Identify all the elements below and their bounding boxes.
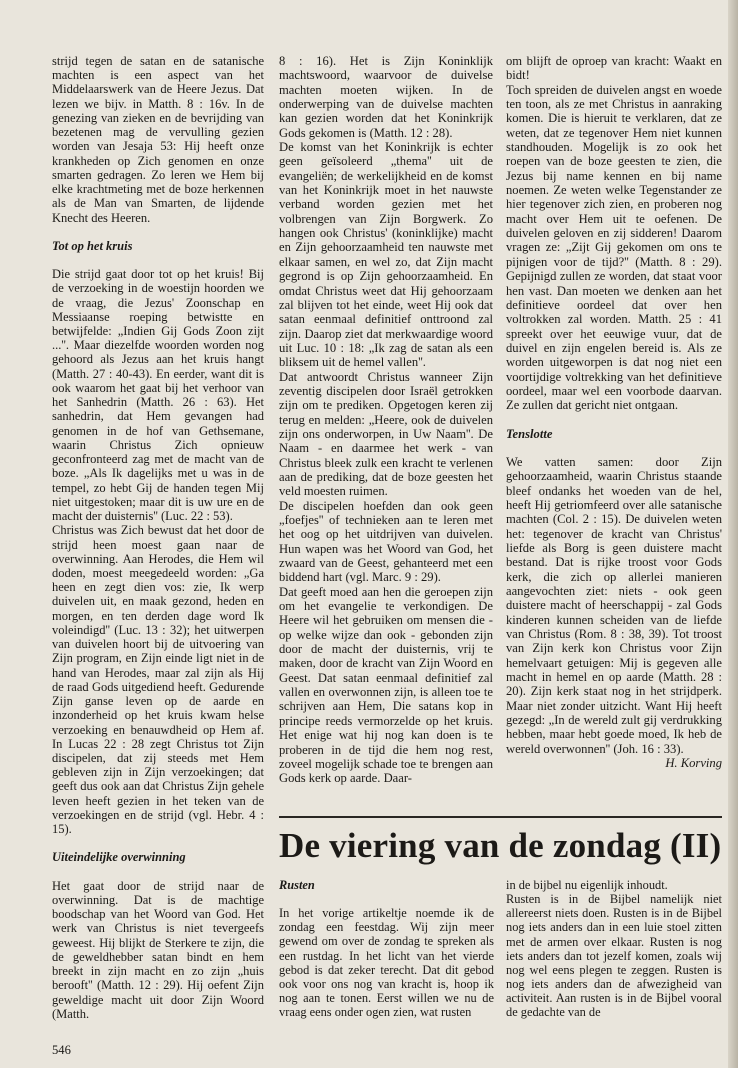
paragraph: De discipelen hoefden dan ook geen „foefjes'' of technieken aan te leren met het oog op het uitdrijven van duivelen. Hun wapen was het Woord van God, het zwaard van de Geest, gehanteerd met een biddend hart (vgl. Marc. 9 : 29). — [279, 498, 493, 585]
paragraph: In het vorige artikeltje noemde ik de zondag een feestdag. Wij zijn meer gewend om over de zondag te spreken als een rustdag. In het licht van het vierde gebod is dat zeker terecht. Dat dit gebod ook voor ons nog van kracht is, hoop ik nog aan te tonen. Eerst willen we nu de vraag eens onder ogen zien, wat rusten — [279, 906, 494, 1019]
paragraph: Toch spreiden de duivelen angst en woede ten toon, als ze met Christus in aanraking komen. Die is hieruit te verklaren, dat ze weten, dat ze tegenover Hem niet kunnen standhouden. Mogelijk is zo ook het roepen van de boze geesten te zien, die Jezus bij name kennen en bij name noemen. Ze weten welke Tegenstander ze hier tegenover zich zien, en proberen nog macht over Hem uit te oefenen. De duivelen geloven en zij sidderen! Daarom vragen ze: „Zijt Gij gekomen om ons te pijnigen voor de tijd?'' (Matth. 8 : 29). Gepijnigd zullen ze worden, dat staat voor hen vast. Dan moeten we denken aan het definitieve oordeel dat over hen voltrokken zal worden. Matth. 25 : 41 spreekt over het eeuwige vuur, dat de duivel en zijn engelen bereid is. Als ze worden uitgeworpen is dat nog niet een voortijdige voltrekking van het definitieve oordeel, maar wel een voorbode daarvan. Ze zullen dat gericht niet ontgaan. — [506, 82, 722, 413]
paragraph: om blijft de oproep van kracht: Waakt en bidt! — [506, 54, 722, 83]
column-1 — [52, 54, 264, 1021]
paragraph: Christus was Zich bewust dat het door de strijd heen moest gaan naar de overwinning. Aan Herodes, die Hem wil doden, moest meegedeeld worden: „Ga heen en zegt dien vos: zie, Ik werp duivelen uit, en maak gezond, heden en morgen, en ten derden dage word Ik voleindigd'' (Luc. 13 : 32); het uitwerpen van duivelen hoort bij de uitvoering van Zijn program, en Zijn einde ligt niet in de hand van Herodes, maar zal zijn als Hij de raad Gods uitgediend heeft. Gedurende Zijn ganse leven op de aarde en inzonderheid op het kruis kwam helse verzoeking en benauwdheid op Hem af. In Lucas 22 : 28 zegt Christus tot Zijn discipelen, dat zij steeds met Hem gebleven zijn in Zijn verzoekingen; dat geeft dus ook aan dat Christus Zijn gehele leven heeft gezien in het teken van de verzoekingen en de strijd (vgl. Hebr. 4 : 15). — [52, 523, 264, 837]
column-2 — [279, 54, 493, 786]
author-signature: H. Korving — [665, 756, 722, 771]
column-3 — [506, 54, 722, 771]
paragraph: Dat antwoordt Christus wanneer Zijn zeventig discipelen door Israël getrokken zijn om te prediken. Opgetogen keren zij terug en melden: „Heere, ook de duivelen zijn ons onderworpen, in Uw Naam''. De Naam - en daarmee het werk - van Christus bleek zulk een kracht te verlenen aan de prediking, dat de boze geesten het veld moesten ruimen. — [279, 369, 493, 499]
page-number: 546 — [52, 1043, 71, 1057]
article-title: De viering van de zondag (II) — [279, 826, 722, 865]
article-divider — [279, 816, 722, 818]
subheading-tot-op-het-kruis: Tot op het kruis — [52, 238, 133, 253]
column-4 — [279, 878, 494, 1019]
paragraph: Rusten is in de Bijbel namelijk niet allereerst niets doen. Rusten is in de Bijbel nog iets anders dan in een luie stoel zitten met de armen over elkaar. Rusten is nog iets anders dan tot jezelf komen, zoals wij nog wel eens plegen te zeggen. Rusten is nog iets anders dan de afwezigheid van activiteit. Aan rusten is in de Bijbel vooral de gedachte van de — [506, 892, 722, 1020]
paragraph: 8 : 16). Het is Zijn Koninklijk machtswoord, waarvoor de duivelse machten moeten wijken. In de onderwerping van de duivelse machten kan gezien worden dat het Koninkrijk Gods gekomen is (Matth. 12 : 28). — [279, 54, 493, 140]
page-edge-shadow — [728, 0, 738, 1068]
paragraph: We vatten samen: door Zijn gehoorzaamheid, waarin Christus staande bleef ondanks het woeden van de hel, heeft Hij getriomfeerd over alle satanische machten (Col. 2 : 15). De duivelen weten het: tegenover de kracht van Christus' liefde als Borg is geen duistere macht bestand. Dat is rijke troost voor Gods kerk, die zich op allerlei manieren aangevochten ziet: niets - ook geen duistere macht of heerschappij - zal Gods kinderen kunnen scheiden van de liefde van Christus (Rom. 8 : 38, 39). Tot troost van Zijn kerk kon Christus voor Zijn hemelvaart getuigen: Mij is gegeven alle macht in hemel en op aarde (Matth. 28 : 20). Zijn kerk staat nog in het strijdperk. Maar niet zonder uitzicht. Want Hij heeft gezegd: „In de wereld zult gij verdrukking hebben, maar hebt goede moed, Ik heb de wereld overwonnen'' (Joh. 16 : 33). — [506, 454, 722, 756]
paragraph: strijd tegen de satan en de satanische machten is een aspect van het Middelaarswerk van de Heere Jezus. Dat lezen we bijv. in Matth. 8 : 16v. In de genezing van zieken en de bevrijding van bezetenen mag de vervulling gezien worden van Jesaja 53: Hij heeft onze krankheden op Zich genomen en onze smarten gedragen. Zo leren we Hem bij elke krachtmeting met de boze herkennen als de Man van Smarten, de lijdende Knecht des Heeren. — [52, 54, 264, 225]
column-5 — [506, 878, 722, 1019]
subheading-rusten: Rusten — [279, 878, 315, 892]
subheading-uiteindelijke-overwinning: Uiteindelijke overwinning — [52, 850, 186, 865]
subheading-tenslotte: Tenslotte — [506, 426, 553, 441]
paragraph: in de bijbel nu eigenlijk inhoudt. — [506, 878, 668, 892]
paragraph: Dat geeft moed aan hen die geroepen zijn om het evangelie te verkondigen. De Heere wil het gebruiken om mensen die - op welke wijze dan ook - gebonden zijn door de macht der duisternis, vrij te maken, door de kracht van Zijn Woord en Geest. Dat satan eenmaal definitief zal vallen en overwonnen zijn, is alleen toe te schrijven aan Hem, Die satans kop in principe reeds vermorzelde op het kruis. Het enige wat hij nog kan doen is te proberen in de tijd die hem nog rest, zoveel mogelijk schade toe te brengen aan Gods kerk op aarde. Daar- — [279, 584, 493, 786]
paragraph: De komst van het Koninkrijk is echter geen geïsoleerd „thema'' uit de evangeliën; de werkelijkheid en de komst van het Koninkrijk moet in het nauwste verband worden gezien met het volbrengen van Zijn Borgwerk. Zo hangen ook Christus' (koninklijke) macht en Zijn gehoorzaamheid ten nauwste met elkaar samen, en wel zo, dat Zijn macht gegrond is op Zijn gehoorzaamheid. En omdat Christus weet dat Hij gehoorzaam zal blijven tot het einde, weet Hij ook dat satan eenmaal definitief onttroond zal zijn. Daarop ziet dat merkwaardige woord uit Luc. 10 : 18: „Ik zag de satan als een bliksem uit de hemel vallen''. — [279, 140, 493, 370]
paragraph: Die strijd gaat door tot op het kruis! Bij de verzoeking in de woestijn hoorden we de vraag, die Jezus' Zoonschap en Messiaanse roeping betwistte en betwijfelde: „Indien Gij Gods Zoon zijt ...''. Maar diezelfde woorden worden nog gehoord als Jezus aan het kruis hangt (Matth. 27 : 40-43). En eerder, want dit is ook waarom het gaat bij het verhoor van het Sanhedrin (Matth. 26 : 63). Het sanhedrin, dat Hem gevangen had genomen in de hof van Gethsemane, waarin Christus Zich opnieuw geconfronteerd zag met de macht van de boze. „Als Ik dagelijks met u was in de tempel, zo hebt Gij de handen tegen Mij niet uitgestoken; maar dit is uw ure en de macht der duisternis'' (Luc. 22 : 53). — [52, 267, 264, 524]
paragraph: Het gaat door de strijd naar de overwinning. Dat is de machtige boodschap van het Woord van God. Het werk van Christus is niet tevergeefs geweest. Hij blijkt de Sterkere te zijn, die de geweldhebber satan bindt en hem breekt in zijn macht en zo zijn „huis berooft'' (Matth. 12 : 29). Hij oefent Zijn geweldige macht uit door Zijn Woord (Matth. — [52, 878, 264, 1021]
